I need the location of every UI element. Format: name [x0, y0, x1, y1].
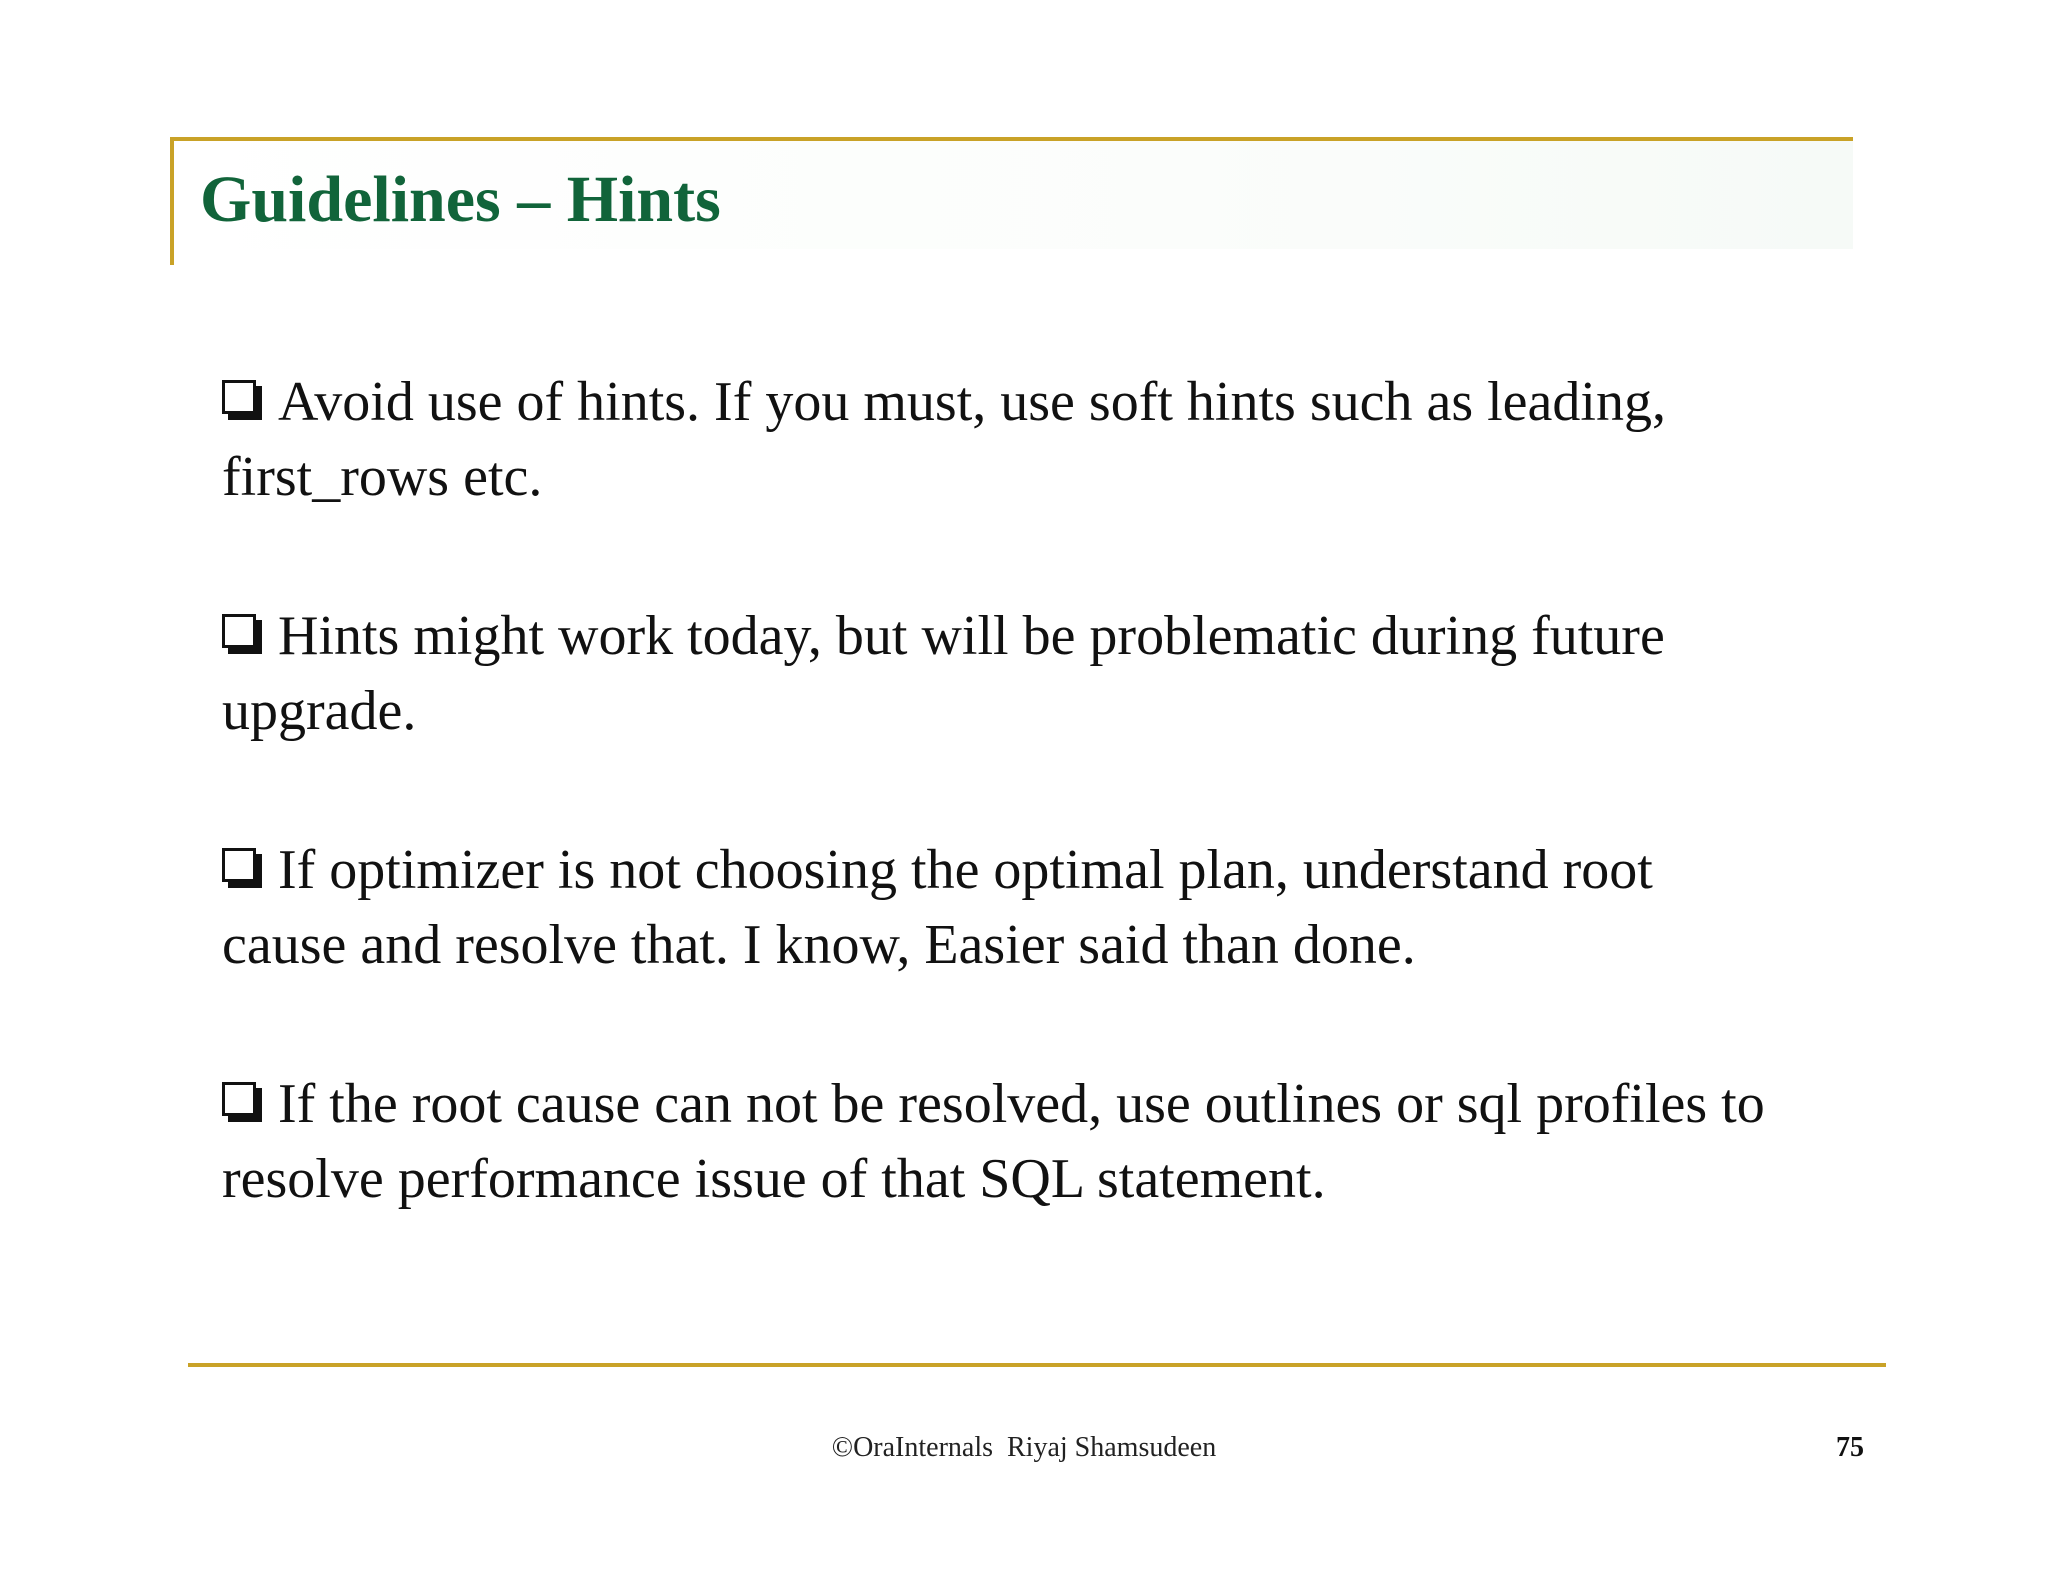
bullet-item — [222, 1067, 1782, 1217]
bullet-text: If the root cause can not be resolved, use outlines or sql profiles to resolve performance issue of that SQL statement. — [222, 1073, 1765, 1210]
bullet-item — [222, 365, 1782, 515]
hollow-square-icon — [222, 848, 258, 884]
hollow-square-icon — [222, 380, 258, 416]
slide-title: Guidelines – Hints — [200, 163, 721, 236]
bullet-text: If optimizer is not choosing the optimal plan, understand root cause and resolve that. I know, Easier said than done. — [222, 839, 1653, 976]
bullet-text: Hints might work today, but will be problematic during future upgrade. — [222, 605, 1665, 742]
page-number: 75 — [1836, 1432, 1864, 1463]
title-top-rule — [170, 137, 1853, 141]
bullet-item — [222, 599, 1782, 749]
title-left-rule — [170, 137, 174, 265]
bullet-list — [222, 365, 1782, 1301]
bullet-text: Avoid use of hints. If you must, use soft hints such as leading, first_rows etc. — [222, 371, 1666, 508]
bullet-item — [222, 833, 1782, 983]
footer-copyright: ©OraInternals Riyaj Shamsudeen — [831, 1432, 1217, 1463]
footer-rule — [188, 1363, 1886, 1367]
hollow-square-icon — [222, 1082, 258, 1118]
hollow-square-icon — [222, 614, 258, 650]
